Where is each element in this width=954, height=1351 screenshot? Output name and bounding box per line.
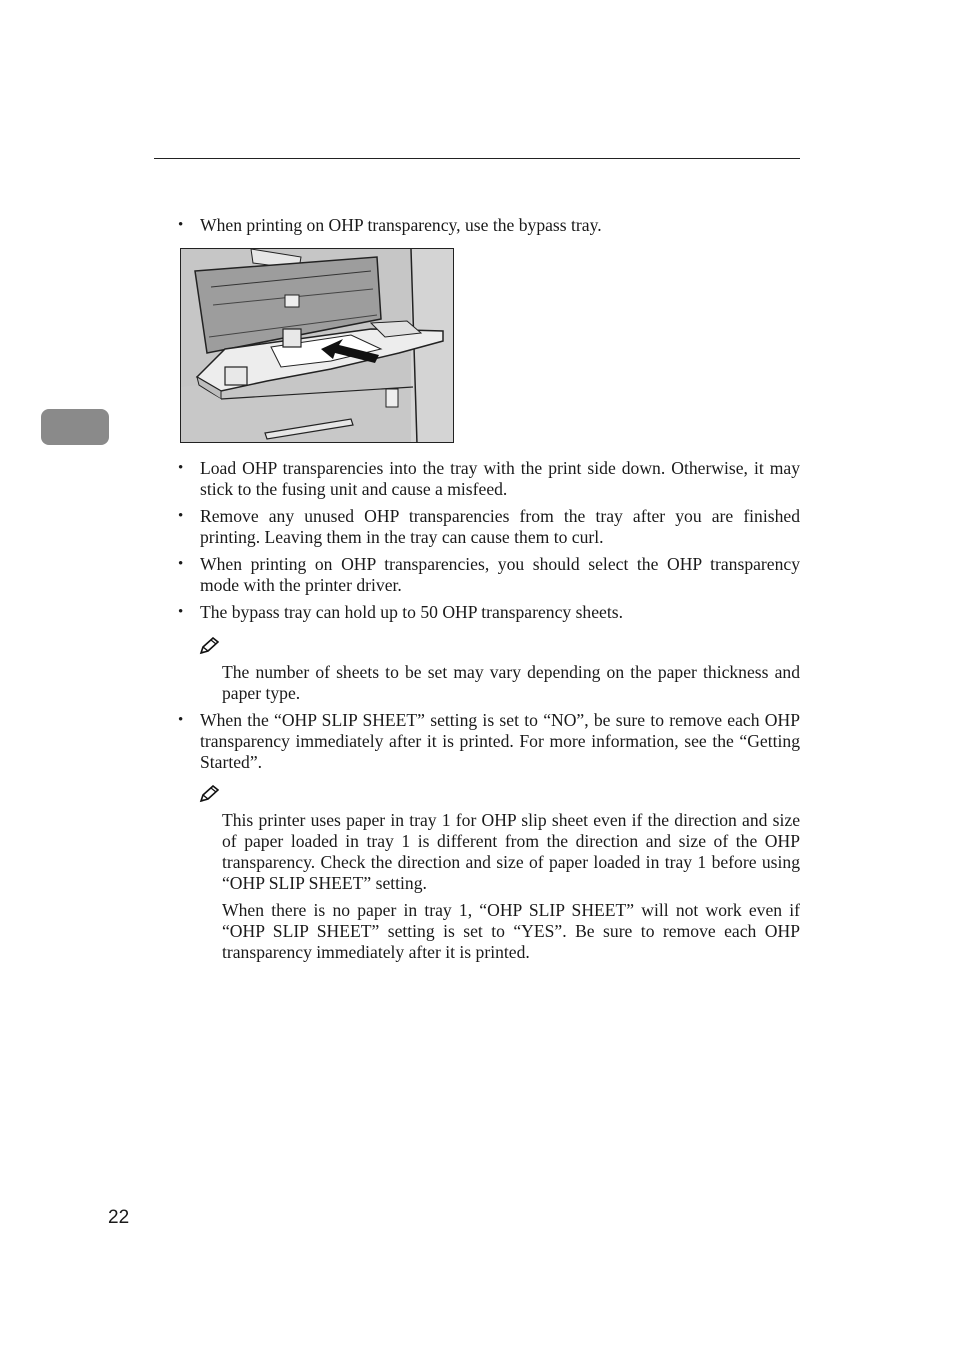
- bullet-slip-sheet: • When the “OHP SLIP SHEET” setting is set to “NO”, be sure to remove each OHP transparency immediately after it is printed. For more information, see the “Getting Started”.: [200, 710, 800, 773]
- note-slip-sheet-tray1: This printer uses paper in tray 1 for OHP slip sheet even if the direction and size of paper loaded in tray 1 is different from the direction and size of the OHP transparency. Check the direction and size of paper loaded in tray 1 before using “OHP SLIP SHEET” setting.: [222, 810, 800, 893]
- bullet-select-mode: • When printing on OHP transparencies, you should select the OHP transparency mode with the printer driver.: [200, 554, 800, 596]
- bullet-remove-unused: • Remove any unused OHP transparencies from the tray after you are finished printing. Leaving them in the tray can cause them to curl.: [200, 506, 800, 548]
- bypass-tray-figure: [180, 248, 454, 443]
- chapter-tab: [41, 409, 109, 445]
- bullet-tray-capacity: • The bypass tray can hold up to 50 OHP transparency sheets.: [200, 602, 800, 623]
- bullet-print-side-down: • Load OHP transparencies into the tray with the print side down. Otherwise, it may stick to the fusing unit and cause a misfeed.: [200, 458, 800, 500]
- note-sheets-vary: The number of sheets to be set may vary depending on the paper thickness and paper type.: [222, 662, 800, 703]
- page-number: 22: [108, 1207, 130, 1228]
- bullet-bypass-tray: • When printing on OHP transparency, use the bypass tray.: [200, 215, 800, 236]
- pencil-note-icon: [199, 637, 219, 655]
- note-no-paper-tray1: When there is no paper in tray 1, “OHP SLIP SHEET” will not work even if “OHP SLIP SHEET” setting is set to “YES”. Be sure to remove each OHP transparency immediately after it is printed.: [222, 900, 800, 962]
- header-rule: [154, 158, 800, 159]
- bypass-tray-loading-illustration: [181, 249, 454, 443]
- pencil-note-icon: [199, 785, 219, 803]
